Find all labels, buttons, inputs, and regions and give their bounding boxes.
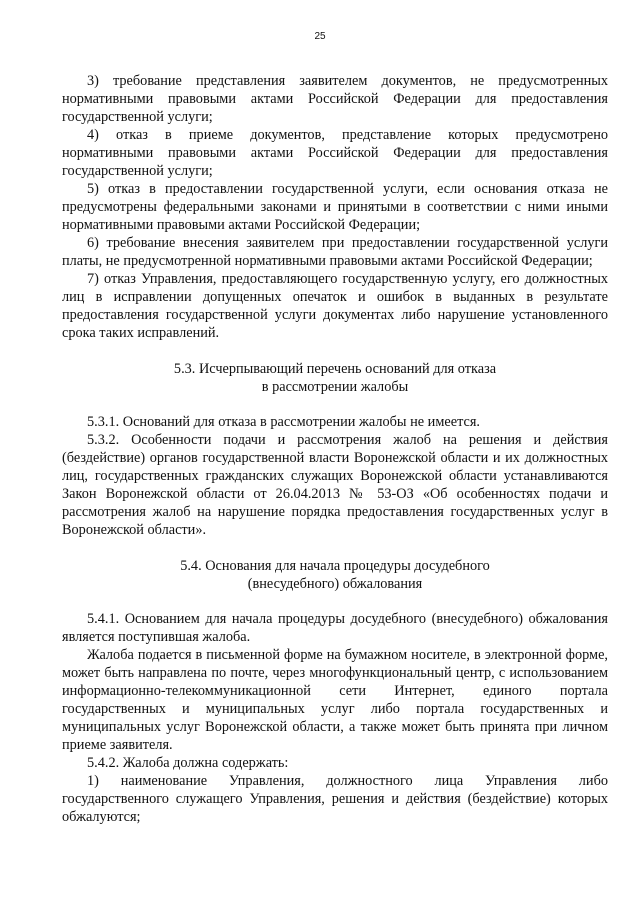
list-item-3: 3) требование представления заявителем документов, не предусмотренных нормативными правовыми актами Российской Федерации для предоставления государственной услуги; (62, 73, 608, 125)
section-5-3-heading-line2: в рассмотрении жалобы (261, 379, 409, 395)
section-5-4-heading-line1: 5.4. Основания для начала процедуры досудебного (180, 558, 490, 574)
paragraph-5-4-1: 5.4.1. Основанием для начала процедуры досудебного (внесудебного) обжалования является поступившая жалоба. (62, 611, 608, 645)
list-item-6: 6) требование внесения заявителем при предоставлении государственной услуги платы, не предусмотренной нормативными правовыми актами Российской Федерации; (62, 235, 608, 269)
section-5-3-heading-line1: 5.3. Исчерпывающий перечень оснований для отказа (173, 361, 497, 377)
list-item-4: 4) отказ в приеме документов, представление которых предусмотрено нормативными правовыми актами Российской Федерации для предоставления государственной услуги; (62, 127, 608, 179)
section-5-4-heading (62, 557, 608, 593)
page-number: 25 (314, 31, 326, 42)
paragraph-5-4-2-item-1: 1) наименование Управления, должностного лица Управления либо государственного служащего Управления, решения и действия (бездействие) которых обжалуются; (62, 773, 608, 825)
section-5-3-heading (62, 360, 608, 396)
section-5-4-heading-line2: (внесудебного) обжалования (247, 576, 423, 592)
paragraph-5-3-2: 5.3.2. Особенности подачи и рассмотрения жалоб на решения и действия (бездействие) органов государственной власти Воронежской области и их должностных лиц, государственных гражданских служащих Воронежской области устанавливаются Закон Воронежской области от 26.04.2013 № 53-ОЗ «Об особенностях подачи и рассмотрения жалоб на нарушение порядка предоставления государственных услуг в Воронежской области». (62, 432, 608, 538)
paragraph-complaint-form: Жалоба подается в письменной форме на бумажном носителе, в электронной форме, может быть направлена по почте, через многофункциональный центр, с использованием информационно-телекоммуникационной сети Интернет, единого портала государственных и муниципальных услуг либо портала государственных и муниципальных услуг Воронежской области, а также может быть принята при личном приеме заявителя. (62, 647, 608, 753)
paragraph-5-4-2: 5.4.2. Жалоба должна содержать: (87, 755, 289, 771)
paragraph-5-3-1: 5.3.1. Оснований для отказа в рассмотрении жалобы не имеется. (87, 414, 480, 430)
document-body (62, 72, 608, 826)
list-item-5: 5) отказ в предоставлении государственной услуги, если основания отказа не предусмотрены федеральными законами и принятыми в соответствии с ними иными нормативными правовыми актами Российской Федерации; (62, 181, 608, 233)
list-item-7: 7) отказ Управления, предоставляющего государственную услугу, его должностных лиц в исправлении допущенных опечаток и ошибок в выданных в результате предоставления государственной услуги документах либо нарушение установленного срока таких исправлений. (62, 271, 608, 341)
